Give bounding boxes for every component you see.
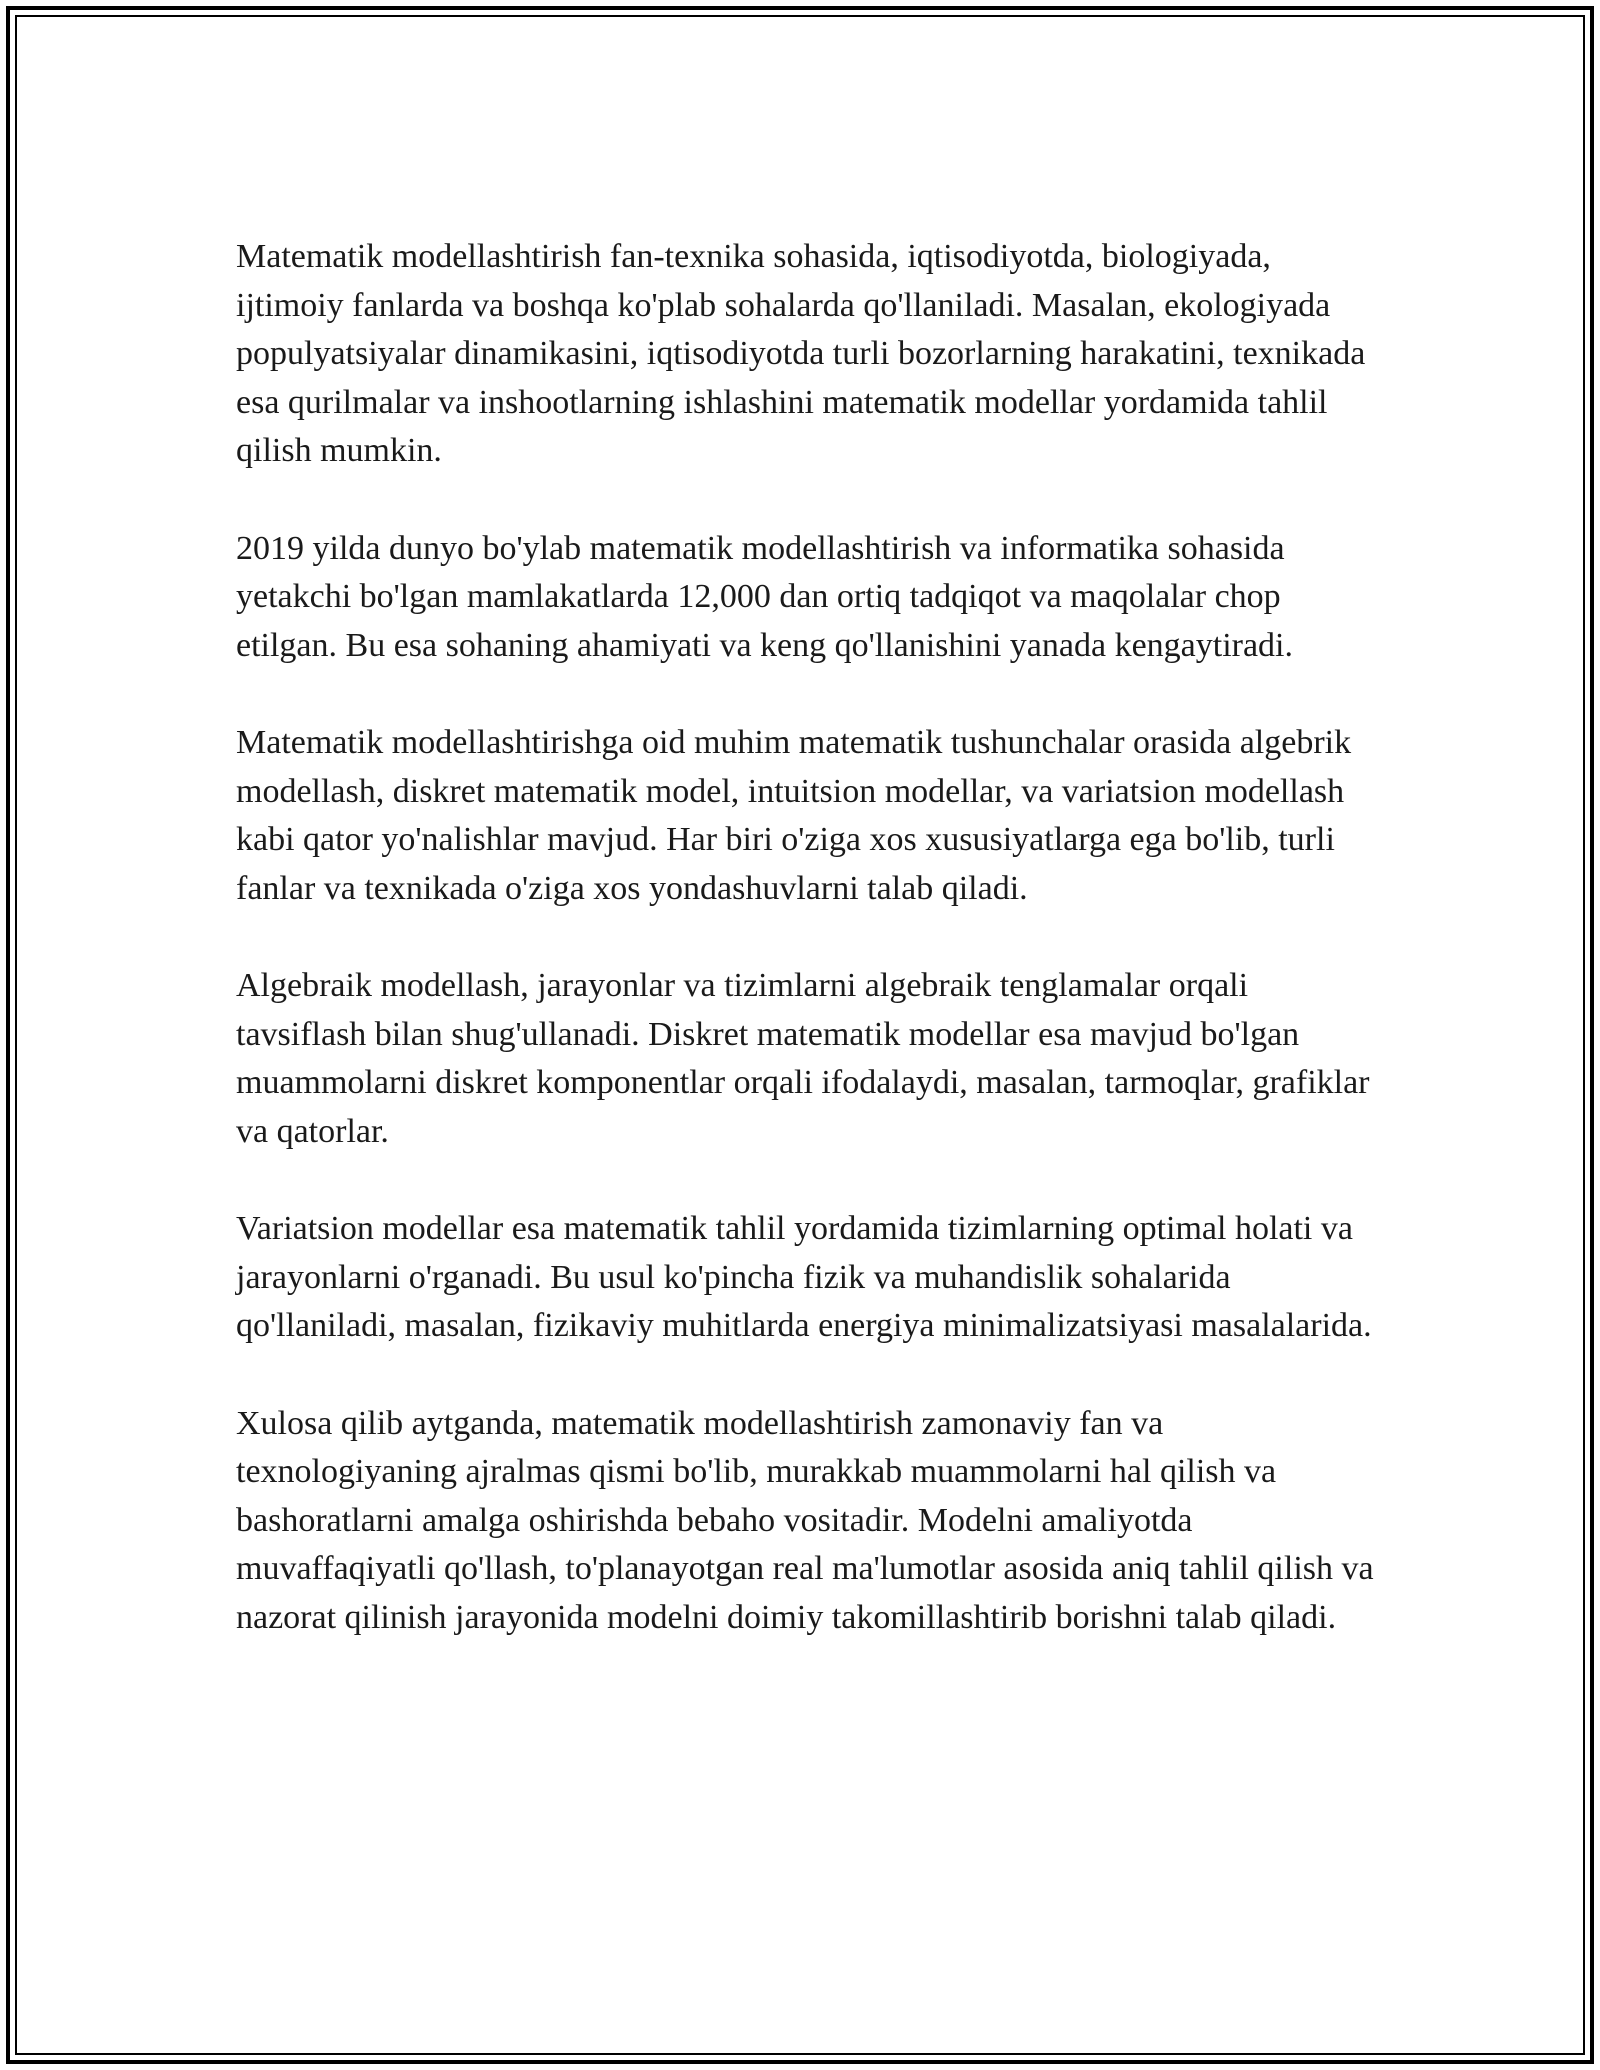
paragraph-research-statistics: 2019 yilda dunyo bo'ylab matematik modellashtirish va informatika sohasida yetakchi bo'lgan mamlakatlarda 12,000 dan ortiq tadqiqot va maqolalar chop etilgan. Bu esa sohaning ahamiyati va keng qo'llanishini yanada kengaytiradi. — [236, 529, 1294, 664]
paragraph-conclusion: Xulosa qilib aytganda, matematik modellashtirish zamonaviy fan va texnologiyaning ajralmas qismi bo'lib, murakkab muammolarni hal qilish va bashoratlarni amalga oshirishda bebaho vositadir. Modelni amaliyotda muvaffaqiyatli qo'llash, to'planayotgan real ma'lumotlar asosida aniq tahlil qilish va nazorat qilinish jarayonida modelni doimiy takomillashtirib borishni talab qiladi. — [236, 1404, 1374, 1636]
paragraph-model-types: Matematik modellashtirishga oid muhim matematik tushunchalar orasida algebrik modellash, diskret matematik model, intuitsion modellar, va variatsion modellash kabi qator yo'nalishlar mavjud. Har biri o'ziga xos xususiyatlarga ega bo'lib, turli fanlar va texnikada o'ziga xos yondashuvlarni talab qiladi. — [236, 724, 1352, 907]
paragraph-variational: Variatsion modellar esa matematik tahlil yordamida tizimlarning optimal holati va jarayonlarni o'rganadi. Bu usul ko'pincha fizik va muhandislik sohalarida qo'llaniladi, masalan, fizikaviy muhitlarda energiya minimalizatsiyasi masalalarida. — [236, 1210, 1372, 1344]
paragraph-applications: Matematik modellashtirish fan-texnika sohasida, iqtisodiyotda, biologiyada, ijtimoiy fanlarda va boshqa ko'plab sohalarda qo'llaniladi. Masalan, ekologiyada populyatsiyalar dinamikasini, iqtisodiyotda turli bozorlarning harakatini, texnikada esa qurilmalar va inshootlarning ishlashini matematik modellar yordamida tahlil qilish mumkin. — [236, 238, 1366, 469]
document-body — [236, 233, 1386, 1642]
paragraph-algebraic-discrete: Algebraik modellash, jarayonlar va tizimlarni algebraik tenglamalar orqali tavsiflash bilan shug'ullanadi. Diskret matematik modellar esa mavjud bo'lgan muammolarni diskret komponentlar orqali ifodalaydi, masalan, tarmoqlar, grafiklar va qatorlar. — [236, 967, 1370, 1150]
